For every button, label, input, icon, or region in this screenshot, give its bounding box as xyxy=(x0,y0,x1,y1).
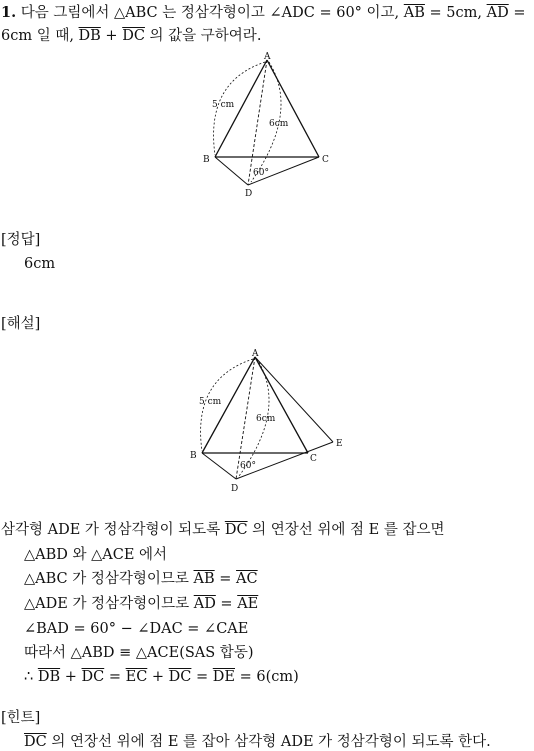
hint-text xyxy=(24,733,491,751)
label-len-ad-sol: 6cm xyxy=(256,414,276,424)
edge-bd xyxy=(215,157,248,185)
solution-step-1: △ABD 와 △ACE 에서 xyxy=(24,547,168,563)
answer-value: 6cm xyxy=(24,256,56,272)
step2-seg-ac: $\overline{AC}$ xyxy=(236,571,258,587)
solution-step-6 xyxy=(24,668,299,686)
label-c: C xyxy=(322,155,329,165)
label-d: D xyxy=(245,189,253,199)
hint-body: 의 연장선 위에 점 E 를 잡아 삼각형 ADE 가 정삼각형이 되도록 한다. xyxy=(46,734,491,750)
step6-eq-1: = xyxy=(104,669,126,685)
step2-seg-ab: $\overline{AB}$ xyxy=(193,571,215,587)
answer-heading: [정답] xyxy=(1,232,41,248)
solution-intro xyxy=(1,521,444,539)
problem-text-1a: 다음 그림에서 △ABC 는 정삼각형이고 ∠ADC = 60° 이고, xyxy=(20,5,404,21)
label-e-sol: E xyxy=(336,439,343,449)
step2-text: △ABC 가 정삼각형이므로 xyxy=(24,571,194,587)
step6-result: = 6(cm) xyxy=(235,669,299,685)
segment-dc-sol: $\overline{DC}$ xyxy=(224,522,248,538)
label-d-sol: D xyxy=(231,484,239,494)
problem-text-2a: 6cm 일 때, xyxy=(1,28,79,44)
segment-ad: $\overline{AD}$ xyxy=(486,5,509,21)
label-len-ab: 5 cm xyxy=(212,100,235,110)
label-angle-d: 60° xyxy=(253,168,269,178)
segment-ab: $\overline{AB}$ xyxy=(403,5,425,21)
step2-eq: = xyxy=(214,571,237,587)
solution-intro-a: 삼각형 ADE 가 정삼각형이 되도록 xyxy=(1,522,225,538)
label-b-sol: B xyxy=(190,451,197,461)
label-angle-d-sol: 60° xyxy=(240,461,256,471)
problem-line-2 xyxy=(1,27,261,45)
problem-text-2b: 의 값을 구하여라. xyxy=(144,28,262,44)
edge-bd-sol xyxy=(202,453,236,479)
figure-solution xyxy=(180,345,360,495)
problem-line-1 xyxy=(1,4,525,22)
problem-number: 1. xyxy=(1,4,17,21)
label-c-sol: C xyxy=(310,454,317,464)
label-a: A xyxy=(264,52,271,62)
step6-plus-1: + xyxy=(60,669,82,685)
step6-seg-dc: $\overline{DC}$ xyxy=(81,669,105,685)
hint-seg-dc: $\overline{DC}$ xyxy=(24,734,47,750)
problem-eq2: = xyxy=(508,5,526,21)
label-b: B xyxy=(203,155,210,165)
solution-step-2 xyxy=(24,570,258,588)
step6-eq-2: = xyxy=(191,669,213,685)
step3-eq: = xyxy=(215,596,238,612)
solution-intro-b: 의 연장선 위에 점 E 를 잡으면 xyxy=(247,522,445,538)
solution-heading: [해설] xyxy=(1,316,41,332)
segment-dc: $\overline{DC}$ xyxy=(122,28,145,44)
step6-seg-dc-2: $\overline{DC}$ xyxy=(168,669,192,685)
problem-plus: + xyxy=(100,28,123,44)
step6-plus-2: + xyxy=(147,669,169,685)
step6-seg-ec: $\overline{EC}$ xyxy=(125,669,148,685)
figure-problem xyxy=(195,52,345,202)
label-len-ad: 6cm xyxy=(269,119,289,129)
edge-ac xyxy=(267,60,319,157)
therefore-sign: ∴ xyxy=(24,669,38,685)
step3-text: △ADE 가 정삼각형이므로 xyxy=(24,596,194,612)
label-a-sol: A xyxy=(252,349,259,359)
solution-step-5: 따라서 △ABD ≡ △ACE(SAS 합동) xyxy=(24,645,254,661)
segment-db: $\overline{DB}$ xyxy=(78,28,101,44)
step3-seg-ae: $\overline{AE}$ xyxy=(237,596,259,612)
step3-seg-ad: $\overline{AD}$ xyxy=(193,596,216,612)
step6-seg-db: $\overline{DB}$ xyxy=(37,669,61,685)
problem-eq1: = 5cm, xyxy=(424,5,487,21)
hint-heading: [힌트] xyxy=(1,710,41,726)
solution-step-3 xyxy=(24,595,258,613)
edge-ae-sol xyxy=(255,357,333,442)
solution-step-4: ∠BAD = 60° − ∠DAC = ∠CAE xyxy=(24,621,249,637)
step6-seg-de: $\overline{DE}$ xyxy=(212,669,235,685)
label-len-ab-sol: 5 cm xyxy=(199,397,222,407)
